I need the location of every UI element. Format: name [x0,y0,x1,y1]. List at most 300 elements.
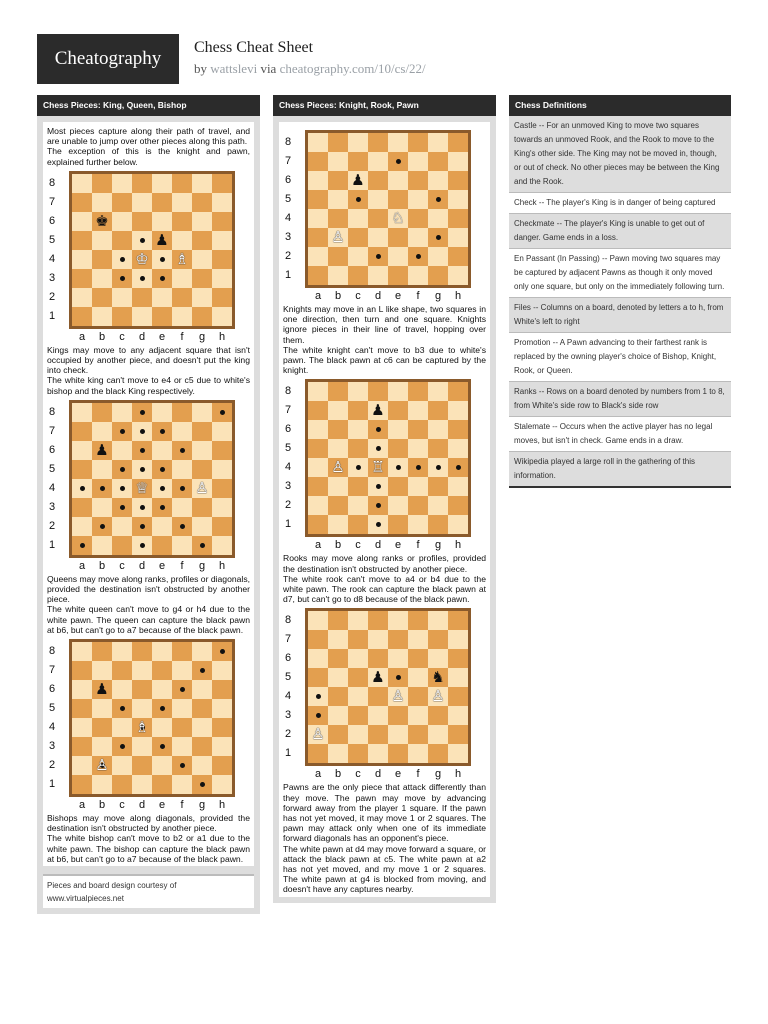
board-square-h4 [212,479,232,498]
board-square-c4 [112,479,132,498]
board-square-d7 [368,152,388,171]
board-square-f2 [172,288,192,307]
board-square-a1 [308,266,328,285]
board-square-e8 [152,642,172,661]
move-dot [160,276,165,281]
board-square-d8 [368,382,388,401]
board-square-f1 [172,307,192,326]
board-square-d4 [132,250,152,269]
board-square-b5 [328,668,348,687]
chess-piece-icon: ♟ [95,680,109,699]
move-dot [180,448,185,453]
move-dot [376,254,381,259]
board-square-c1 [348,744,368,763]
board-square-f6 [408,171,428,190]
rank-label: 4 [284,212,292,224]
board-square-d5 [132,231,152,250]
board-square-b7 [92,193,112,212]
header [37,34,597,84]
board-square-d2 [368,496,388,515]
board-square-e1 [152,536,172,555]
board-square-a6 [308,420,328,439]
file-label: f [180,330,184,343]
panel-knight-rook-pawn [279,122,490,897]
board-square-c1 [348,515,368,534]
move-dot [140,467,145,472]
move-dot [436,235,441,240]
board-square-b1 [328,744,348,763]
board-square-d4 [368,687,388,706]
move-dot [316,694,321,699]
board-square-d6 [368,420,388,439]
board-square-b6 [328,649,348,668]
file-label: d [138,799,146,812]
board-square-e6 [388,171,408,190]
board-square-g3 [192,737,212,756]
board-square-h8 [448,611,468,630]
rank-label: 3 [48,740,56,753]
rank-label: 2 [284,250,292,262]
board-square-g4 [192,479,212,498]
board-square-e6 [152,441,172,460]
board-square-e4 [152,718,172,737]
board-square-b1 [328,515,348,534]
board-square-a1 [72,307,92,326]
board-square-d1 [368,266,388,285]
board-square-c1 [112,775,132,794]
board-square-e4 [388,458,408,477]
bishop-text: Bishops may move along diagonals, provided the destination isn't obstructed by another piece. The white bishop can't move to b2 or a1 due to the white pawn. The bishop can capture the black pawn at b6, but can't go to a7 because of the black pawn. [47,813,250,864]
board-square-f2 [172,517,192,536]
board-square-f5 [172,460,192,479]
board-square-c8 [112,174,132,193]
board-square-c6 [112,441,132,460]
file-label: h [454,768,462,781]
move-dot [160,467,165,472]
board-square-c3 [348,477,368,496]
board-square-a5 [308,668,328,687]
board-square-f8 [172,403,192,422]
move-dot [376,427,381,432]
file-label: f [416,768,420,781]
rank-label: 3 [48,500,56,513]
board-square-h4 [212,718,232,737]
chess-board [305,130,471,288]
move-dot [160,429,165,434]
board-square-f2 [408,247,428,266]
chess-piece-icon: ♟ [351,171,365,189]
file-label: d [138,559,146,572]
board-square-h7 [448,152,468,171]
board-square-h8 [212,403,232,422]
rank-label: 5 [284,193,292,205]
credits-line: Pieces and board design courtesy of [47,881,177,891]
board-square-h5 [448,668,468,687]
board-square-c8 [348,382,368,401]
definition-item: Checkmate -- The player's King is unable to get out of danger. Game ends in a loss. [509,214,731,249]
move-dot [396,675,401,680]
file-label: a [78,559,86,572]
board-square-b2 [328,496,348,515]
move-dot [416,254,421,259]
move-dot [120,505,125,510]
board-square-a6 [72,212,92,231]
board-square-d7 [132,422,152,441]
board-square-d6 [368,171,388,190]
board-square-e2 [152,288,172,307]
board-square-d7 [368,630,388,649]
board-square-b3 [92,498,112,517]
board-square-d3 [368,228,388,247]
board-square-e4 [152,479,172,498]
board-square-g1 [428,266,448,285]
board-square-a5 [72,231,92,250]
board-square-h6 [448,649,468,668]
board-square-a8 [308,133,328,152]
board-diagram [283,130,486,304]
board-square-f6 [408,649,428,668]
board-square-f1 [408,515,428,534]
board-square-d6 [368,649,388,668]
board-square-c5 [348,668,368,687]
board-square-e1 [388,515,408,534]
board-square-c6 [348,420,368,439]
board-square-b4 [328,209,348,228]
board-square-b6 [92,441,112,460]
board-square-f5 [408,668,428,687]
rank-label: 5 [48,462,56,475]
rank-label: 5 [284,442,292,455]
rank-label: 4 [284,461,292,474]
board-square-g1 [192,536,212,555]
rank-label: 6 [48,683,56,696]
move-dot [120,744,125,749]
board-square-e7 [388,630,408,649]
rank-label: 1 [284,269,292,281]
rank-label: 3 [284,709,292,722]
move-dot [120,486,125,491]
board-square-g7 [428,401,448,420]
board-square-c7 [348,152,368,171]
panel-king-queen-bishop [43,122,254,866]
board-square-d6 [132,680,152,699]
board-square-f3 [408,706,428,725]
board-square-e3 [152,498,172,517]
definition-item: Castle -- For an unmoved King to move two squares towards an unmoved Rook, and the Rook to move to the King's other side. The King may not be moved in, though, or out of check. No other pieces may be between the King and the Rook. [509,116,731,193]
rank-label: 6 [284,174,292,186]
board-square-a6 [72,441,92,460]
board-square-c2 [112,517,132,536]
file-label: e [158,330,166,343]
board-square-a7 [72,661,92,680]
board-square-g1 [192,307,212,326]
board-square-d2 [132,288,152,307]
rank-label: 8 [284,136,292,148]
chess-piece-icon: ♟ [95,440,109,459]
definition-item: Stalemate -- Occurs when the active player has no legal moves, but isn't in check. Game ends in a draw. [509,417,731,452]
board-square-f8 [172,174,192,193]
chess-piece-icon: ♗ [175,249,189,268]
board-square-b3 [328,706,348,725]
board-square-f7 [172,422,192,441]
board-square-e4 [388,687,408,706]
board-square-g6 [428,420,448,439]
king-text: Kings may move to any adjacent square that isn't occupied by another piece, and doesn't put the king into check. The white king can't move to e4 or c5 due to white's bishop and the black King respectively. [47,344,250,396]
move-dot [140,505,145,510]
board-square-f5 [408,190,428,209]
board-square-e8 [152,174,172,193]
chess-piece-icon: ♙ [391,687,405,706]
board-square-c8 [348,611,368,630]
board-square-f7 [408,152,428,171]
board-square-g6 [428,649,448,668]
board-square-g3 [192,498,212,517]
column-title: Chess Definitions [509,95,731,116]
move-dot [180,524,185,529]
move-dot [160,257,165,262]
board-square-f6 [172,212,192,231]
file-label: f [180,559,184,572]
board-square-b5 [92,460,112,479]
board-square-h6 [212,212,232,231]
rank-label: 4 [48,481,56,494]
board-square-b2 [92,756,112,775]
board-square-f4 [172,250,192,269]
board-square-c4 [112,718,132,737]
move-dot [220,410,225,415]
board-square-a1 [72,536,92,555]
board-square-d4 [132,479,152,498]
board-square-a3 [308,228,328,247]
board-square-c3 [112,737,132,756]
board-square-b4 [92,479,112,498]
move-dot [160,505,165,510]
file-label: a [314,290,322,302]
board-square-a3 [308,706,328,725]
rank-label: 2 [284,728,292,741]
credits-link[interactable]: www.virtualpieces.net [47,894,124,904]
board-square-c7 [112,422,132,441]
intro-text: Most pieces capture along their path of travel, and are unable to jump over other pieces along this path. The exception of this is the knight and pawn, explained further below. [47,126,250,167]
board-square-c2 [348,247,368,266]
board-square-e7 [388,401,408,420]
board-diagram [283,379,486,553]
board-square-b3 [92,737,112,756]
board-square-h7 [212,193,232,212]
board-square-e5 [388,668,408,687]
board-square-d7 [132,193,152,212]
board-square-a8 [308,382,328,401]
board-square-c4 [348,687,368,706]
board-square-g5 [192,460,212,479]
board-square-g3 [428,706,448,725]
board-square-d1 [368,744,388,763]
board-square-e4 [388,209,408,228]
file-label: a [78,330,86,343]
board-square-d5 [132,460,152,479]
file-label: a [314,539,322,552]
source-url-link[interactable]: cheatography.com/10/cs/22/ [279,61,426,76]
board-square-a3 [72,269,92,288]
board-square-h5 [448,439,468,458]
chess-board [69,400,235,558]
move-dot [160,706,165,711]
board-square-g6 [192,680,212,699]
move-dot [120,706,125,711]
rank-label: 1 [48,538,56,551]
file-label: f [416,539,420,552]
rank-label: 1 [48,309,56,322]
rank-label: 6 [284,652,292,665]
board-square-h6 [212,441,232,460]
file-label: h [218,799,226,812]
author-link[interactable]: wattslevi [210,61,258,76]
rank-label: 8 [284,385,292,398]
board-square-h3 [448,228,468,247]
board-square-c7 [112,193,132,212]
file-label: a [314,768,322,781]
board-square-g1 [428,515,448,534]
board-square-g7 [192,661,212,680]
file-label: h [218,330,226,343]
move-dot [436,465,441,470]
move-dot [140,276,145,281]
board-square-f7 [408,630,428,649]
board-square-c8 [348,133,368,152]
rank-label: 8 [48,405,56,418]
board-square-e7 [152,661,172,680]
board-square-e2 [388,725,408,744]
board-square-f1 [408,744,428,763]
rank-label: 2 [48,290,56,303]
board-square-c6 [112,680,132,699]
move-dot [396,465,401,470]
board-square-h3 [448,706,468,725]
board-square-d8 [368,133,388,152]
board-square-h2 [212,517,232,536]
chess-board [69,639,235,797]
move-dot [356,197,361,202]
board-square-b1 [92,536,112,555]
board-square-e1 [388,744,408,763]
board-square-h4 [448,209,468,228]
file-label: c [119,799,125,812]
chess-piece-icon: ♟ [371,401,385,420]
board-square-c5 [112,231,132,250]
board-square-b5 [92,699,112,718]
board-square-g8 [192,642,212,661]
board-square-d2 [132,756,152,775]
board-square-a4 [308,209,328,228]
move-dot [160,744,165,749]
board-square-c7 [348,401,368,420]
chess-piece-icon: ♟ [371,668,385,687]
file-label: d [138,330,146,343]
board-square-b6 [92,212,112,231]
board-square-a6 [308,649,328,668]
rank-label: 7 [48,195,56,208]
board-square-g7 [428,630,448,649]
board-square-h4 [448,687,468,706]
board-square-e8 [388,382,408,401]
board-square-c3 [348,706,368,725]
move-dot [120,257,125,262]
board-square-d1 [132,307,152,326]
board-square-e5 [152,699,172,718]
move-dot [80,543,85,548]
board-square-a4 [72,479,92,498]
board-square-f3 [408,228,428,247]
board-square-f6 [172,680,192,699]
board-square-e3 [388,228,408,247]
board-square-f3 [172,269,192,288]
move-dot [140,448,145,453]
board-square-f4 [172,479,192,498]
board-square-c8 [112,642,132,661]
file-label: e [394,539,402,552]
board-square-d3 [132,498,152,517]
chess-board [305,379,471,537]
column-knight-rook-pawn [273,95,496,903]
board-square-f1 [408,266,428,285]
rank-label: 2 [284,499,292,512]
board-square-h4 [448,458,468,477]
by-label: by [194,61,207,76]
board-square-e8 [388,611,408,630]
board-square-g4 [428,687,448,706]
board-square-d6 [132,212,152,231]
column-title: Chess Pieces: Knight, Rook, Pawn [273,95,496,116]
file-label: e [394,290,402,302]
move-dot [120,429,125,434]
board-square-h8 [448,382,468,401]
board-square-c8 [112,403,132,422]
cheatography-logo[interactable]: Cheatography [37,34,179,84]
chess-piece-icon: ♙ [95,756,109,775]
board-square-a1 [308,744,328,763]
board-square-f8 [408,382,428,401]
rank-label: 6 [48,214,56,227]
board-square-f5 [408,439,428,458]
board-square-d2 [368,725,388,744]
board-square-h5 [448,190,468,209]
file-label: f [180,799,184,812]
board-square-b8 [328,133,348,152]
board-square-e1 [152,307,172,326]
board-square-f7 [408,401,428,420]
board-square-d4 [368,458,388,477]
board-square-a7 [308,401,328,420]
move-dot [180,486,185,491]
board-square-a5 [308,190,328,209]
board-square-e7 [152,193,172,212]
move-dot [376,484,381,489]
board-square-a3 [72,498,92,517]
board-square-d5 [368,439,388,458]
board-square-e6 [152,680,172,699]
board-square-e1 [388,266,408,285]
board-square-h1 [212,775,232,794]
board-square-d8 [132,403,152,422]
move-dot [120,467,125,472]
board-square-f2 [408,496,428,515]
board-square-e8 [388,133,408,152]
definition-item: Ranks -- Rows on a board denoted by numbers from 1 to 8, from White's side row to Black's side row [509,382,731,417]
board-square-b5 [328,439,348,458]
rank-label: 2 [48,519,56,532]
board-square-b7 [92,422,112,441]
move-dot [376,522,381,527]
